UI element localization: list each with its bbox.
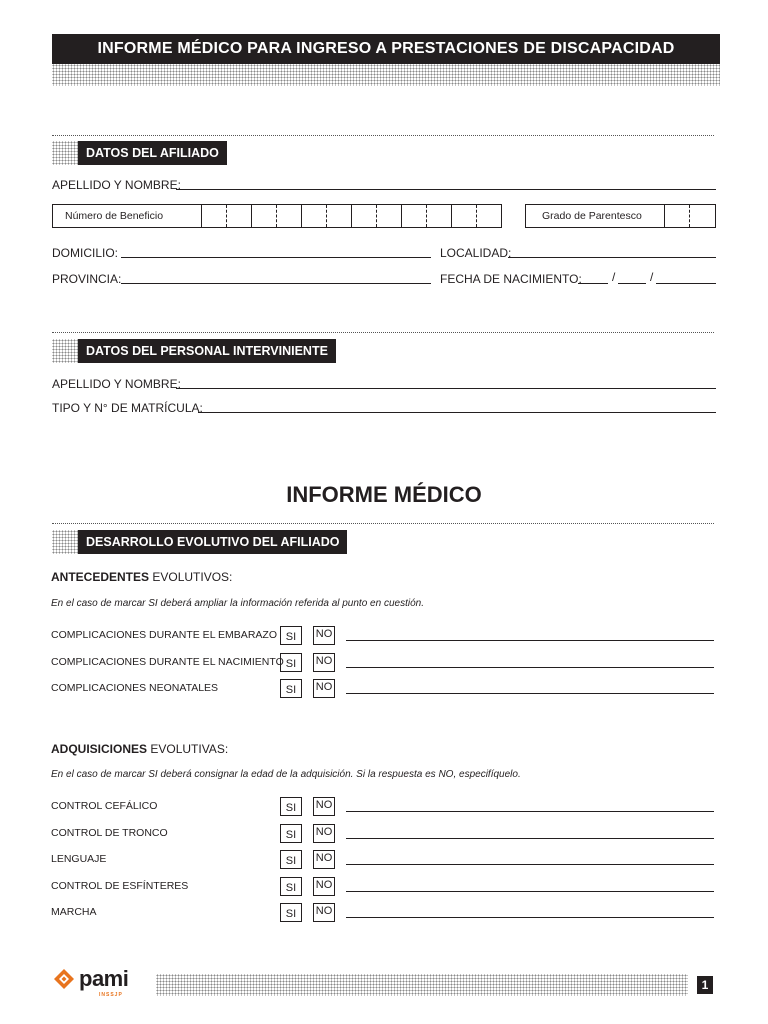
informe-title: INFORME MÉDICO — [286, 482, 482, 507]
detail-line-field[interactable] — [346, 838, 714, 839]
title-dotted-band — [52, 64, 720, 86]
tag-dots — [52, 141, 78, 165]
beneficio-cells[interactable] — [201, 205, 501, 227]
adquisiciones-note: En el caso de marcar SI deberá consignar la edad de la adquisición. Si la respuesta es NO, especifíquelo. — [51, 769, 521, 780]
birth-month-field[interactable] — [618, 283, 646, 284]
section-afiliado-tag — [52, 141, 227, 165]
yes-checkbox[interactable]: SI — [280, 877, 302, 896]
detail-line-field[interactable] — [346, 811, 714, 812]
section-divider — [52, 332, 714, 333]
afiliado-name-label: APELLIDO Y NOMBRE: — [52, 178, 181, 192]
item-label: COMPLICACIONES DURANTE EL EMBARAZO — [51, 629, 277, 641]
localidad-label: LOCALIDAD: — [440, 246, 512, 260]
item-label: CONTROL CEFÁLICO — [51, 800, 158, 812]
antecedentes-note: En el caso de marcar SI deberá ampliar la información referida al punto en cuestión. — [51, 598, 424, 609]
no-checkbox[interactable]: NO — [313, 679, 335, 698]
item-label: MARCHA — [51, 906, 97, 918]
section-divider — [52, 523, 714, 524]
yes-checkbox[interactable]: SI — [280, 797, 302, 816]
section-divider — [52, 135, 714, 136]
no-checkbox[interactable]: NO — [313, 824, 335, 843]
section-desarrollo-tag — [52, 530, 347, 554]
beneficio-cell[interactable] — [226, 205, 251, 227]
no-checkbox[interactable]: NO — [313, 850, 335, 869]
beneficio-cell[interactable] — [451, 205, 476, 227]
page-number: 1 — [697, 976, 713, 994]
beneficio-cell[interactable] — [426, 205, 451, 227]
section-desarrollo-title: DESARROLLO EVOLUTIVO DEL AFILIADO — [78, 530, 347, 554]
personal-name-label: APELLIDO Y NOMBRE: — [52, 377, 181, 391]
detail-line-field[interactable] — [346, 693, 714, 694]
afiliado-name-field[interactable] — [176, 189, 716, 190]
section-afiliado-title: DATOS DEL AFILIADO — [78, 141, 227, 165]
section-personal-tag — [52, 339, 336, 363]
parentesco-label: Grado de Parentesco — [542, 210, 642, 222]
birth-year-field[interactable] — [656, 283, 716, 284]
tag-dots — [52, 530, 78, 554]
provincia-label: PROVINCIA: — [52, 272, 122, 286]
beneficio-cell[interactable] — [301, 205, 326, 227]
item-label: LENGUAJE — [51, 853, 107, 865]
tag-dots — [52, 339, 78, 363]
yes-checkbox[interactable]: SI — [280, 653, 302, 672]
detail-line-field[interactable] — [346, 917, 714, 918]
detail-line-field[interactable] — [346, 891, 714, 892]
detail-line-field[interactable] — [346, 864, 714, 865]
item-label: COMPLICACIONES NEONATALES — [51, 682, 219, 694]
personal-name-field[interactable] — [176, 388, 716, 389]
provincia-field[interactable] — [121, 283, 431, 284]
footer-dotted-band — [156, 974, 688, 996]
beneficio-box — [52, 204, 502, 228]
parentesco-cell[interactable] — [689, 205, 715, 227]
parentesco-cell[interactable] — [664, 205, 689, 227]
item-label: CONTROL DE TRONCO — [51, 826, 168, 839]
logo-subtext: INSSJP — [99, 992, 123, 998]
parentesco-box — [525, 204, 716, 228]
pami-logo — [53, 966, 129, 998]
antecedentes-heading: ANTECEDENTES EVOLUTIVOS: — [51, 570, 233, 584]
item-label: CONTROL DE ESFÍNTERES — [51, 879, 189, 892]
beneficio-cell[interactable] — [476, 205, 501, 227]
detail-line-field[interactable] — [346, 667, 714, 668]
matricula-field[interactable] — [198, 412, 716, 413]
item-label: COMPLICACIONES DURANTE EL NACIMIENTO — [51, 655, 284, 668]
beneficio-cell[interactable] — [376, 205, 401, 227]
localidad-field[interactable] — [508, 257, 716, 258]
logo-word: pami — [79, 966, 129, 991]
nacimiento-label: FECHA DE NACIMIENTO: — [440, 272, 582, 286]
yes-checkbox[interactable]: SI — [280, 850, 302, 869]
document-title: INFORME MÉDICO PARA INGRESO A PRESTACIONES DE DISCAPACIDAD — [52, 34, 720, 64]
yes-checkbox[interactable]: SI — [280, 903, 302, 922]
no-checkbox[interactable]: NO — [313, 903, 335, 922]
no-checkbox[interactable]: NO — [313, 626, 335, 645]
domicilio-label: DOMICILIO: — [52, 246, 119, 260]
detail-line-field[interactable] — [346, 640, 714, 641]
beneficio-cell[interactable] — [276, 205, 301, 227]
beneficio-cell[interactable] — [251, 205, 276, 227]
date-separator: / — [612, 270, 616, 284]
no-checkbox[interactable]: NO — [313, 653, 335, 672]
yes-checkbox[interactable]: SI — [280, 626, 302, 645]
section-personal-title: DATOS DEL PERSONAL INTERVINIENTE — [78, 339, 336, 363]
matricula-label: TIPO Y N° DE MATRÍCULA: — [52, 401, 203, 415]
beneficio-cell[interactable] — [201, 205, 226, 227]
pami-diamond-icon — [53, 968, 75, 990]
yes-checkbox[interactable]: SI — [280, 824, 302, 843]
beneficio-cell[interactable] — [326, 205, 351, 227]
yes-checkbox[interactable]: SI — [280, 679, 302, 698]
beneficio-label: Número de Beneficio — [65, 210, 164, 222]
adquisiciones-heading: ADQUISICIONES EVOLUTIVAS: — [51, 742, 229, 756]
date-separator: / — [650, 270, 654, 284]
domicilio-field[interactable] — [121, 257, 431, 258]
no-checkbox[interactable]: NO — [313, 877, 335, 896]
birth-day-field[interactable] — [578, 283, 608, 284]
no-checkbox[interactable]: NO — [313, 797, 335, 816]
beneficio-cell[interactable] — [351, 205, 376, 227]
beneficio-cell[interactable] — [401, 205, 426, 227]
